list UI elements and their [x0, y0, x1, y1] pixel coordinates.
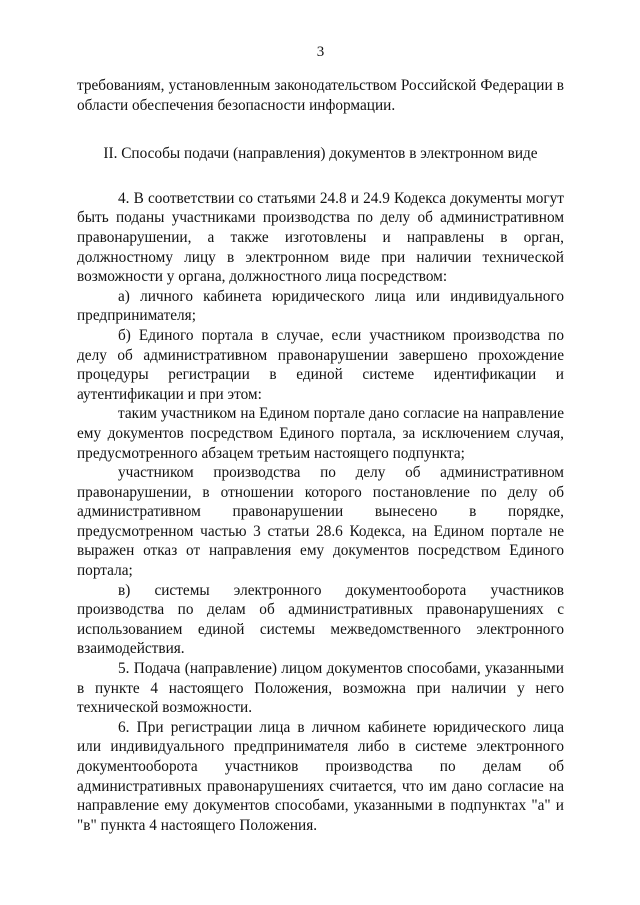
- paragraph-4: 4. В соответствии со статьями 24.8 и 24.9 Кодекса документы могут быть поданы участниками производства по делу об административном правонарушении, а также изготовлены и направлены в орган, должностному лицу в электронном виде при наличии технической возможности у органа, должностного лица посредством:: [77, 189, 564, 286]
- paragraph-5: 5. Подача (направление) лицом документов способами, указанными в пункте 4 настоящего Положения, возможна при наличии у него технической возможности.: [77, 660, 564, 717]
- subparagraph-b: б) Единого портала в случае, если участником производства по делу об административном правонарушении завершено прохождение процедуры регистрации в единой системе идентификации и аутентификации и при этом:: [77, 326, 564, 403]
- page-number: 3: [316, 44, 325, 60]
- subparagraph-b-clause-1: таким участником на Едином портале дано согласие на направление ему документов посредством Единого портала, за исключением случая, предусмотренного абзацем третьим настоящего подпункта;: [77, 405, 564, 462]
- paragraph-6: 6. При регистрации лица в личном кабинете юридического лица или индивидуального предпринимателя либо в системе электронного документооборота участников производства по делам об административных правонарушениях считается, что им дано согласие на направление ему документов способами, указанными в подпунктах "а" и "в" пункта 4 настоящего Положения.: [77, 718, 564, 834]
- section-heading: II. Способы подачи (направления) документов в электронном виде: [103, 145, 538, 163]
- document-body: [77, 76, 564, 835]
- subparagraph-a: а) личного кабинета юридического лица или индивидуального предпринимателя;: [77, 287, 564, 325]
- subparagraph-b-clause-2: участником производства по делу об административном правонарушении, в отношении которого постановление по делу об административном правонарушении вынесено в порядке, предусмотренном частью 3 статьи 28.6 Кодекса, на Едином портале не выражен отказ от направления ему документов посредством Единого портала;: [77, 464, 564, 580]
- subparagraph-v: в) системы электронного документооборота участников производства по делам об административных правонарушениях с использованием единой системы межведомственного электронного взаимодействия.: [77, 581, 564, 658]
- intro-paragraph: требованиям, установленным законодательством Российской Федерации в области обеспечения безопасности информации.: [77, 77, 564, 114]
